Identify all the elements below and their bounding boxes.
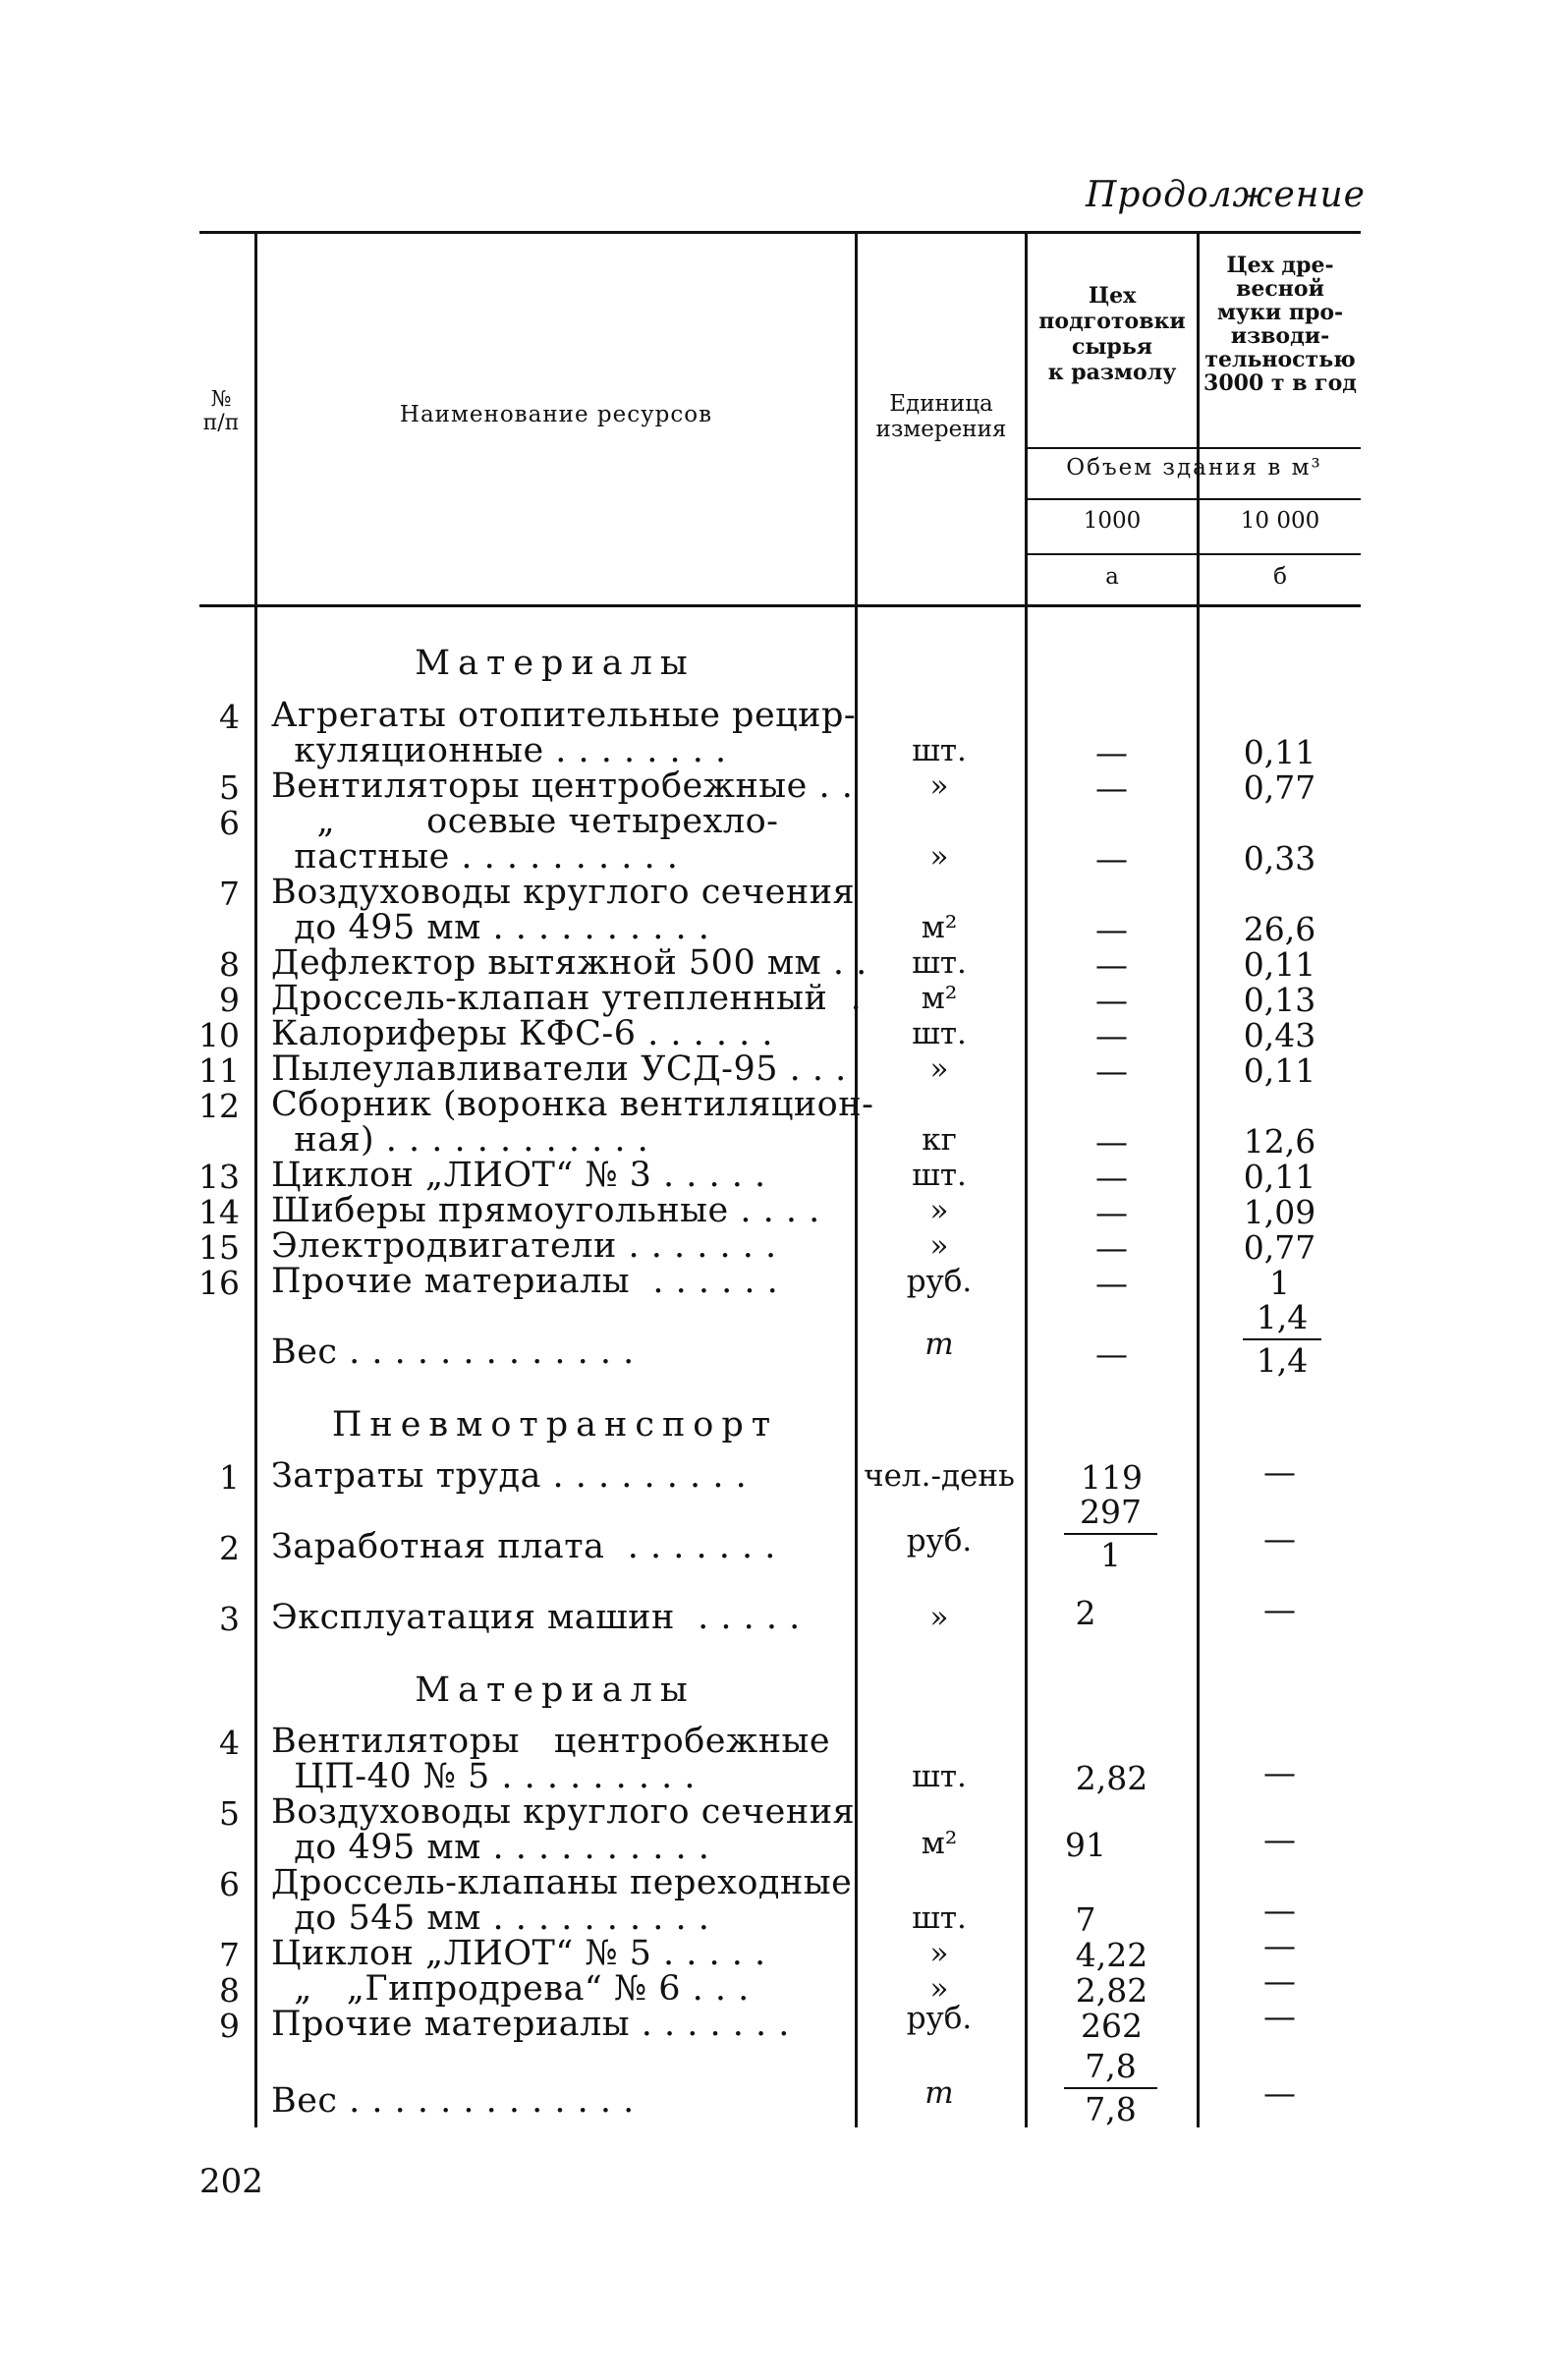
row-name: Воздуховоды круглого сечения до 495 мм . . . . . . . . . .: [271, 873, 856, 947]
row-value-a: 91: [1065, 1826, 1106, 1864]
row-num: 8: [219, 1971, 240, 2010]
fraction-bottom: 7,8: [1085, 2090, 1137, 2128]
row-name: Циклон „ЛИОТ“ № 3 . . . . .: [271, 1156, 766, 1195]
row-unit: шт.: [912, 1016, 967, 1051]
row-unit: м²: [921, 981, 958, 1016]
row-value-a: —: [1095, 1122, 1128, 1161]
row-value-a: 2: [1075, 1594, 1096, 1632]
header-bottom-rule: [199, 604, 1361, 607]
row-unit: »: [929, 1971, 949, 2007]
row-value-a: 2,82: [1075, 1971, 1148, 2010]
col-divider-num: [254, 231, 257, 2127]
section-title-materials-2: Материалы: [415, 1671, 696, 1710]
row-value-a: —: [1095, 1158, 1128, 1196]
row-unit: »: [929, 1228, 949, 1264]
row-name: Затраты труда . . . . . . . . .: [271, 1456, 748, 1496]
row-unit: »: [929, 1193, 949, 1228]
row-unit: т: [924, 1327, 954, 1362]
row-value-a: 262: [1081, 2007, 1143, 2045]
row-value-a: —: [1095, 1334, 1128, 1373]
row-num: 5: [219, 768, 240, 807]
row-name: Агрегаты отопительные рецир- куляционные . . . . . . . .: [271, 696, 857, 770]
fraction-bottom: 1,4: [1256, 1341, 1309, 1380]
header-col-b: Цех дре- весной муки про- изводи- тельностью 3000 т в год: [1203, 253, 1357, 396]
row-num: 9: [219, 2007, 240, 2045]
row-name: Вес . . . . . . . . . . . . .: [271, 1332, 635, 1372]
row-unit: кг: [922, 1122, 957, 1158]
continuation-caption: Продолжение: [1086, 175, 1366, 215]
row-name: Дефлектор вытяжной 500 мм . .: [271, 943, 867, 983]
row-value-b: 0,77: [1243, 1228, 1316, 1267]
row-name: Прочие материалы . . . . . . .: [271, 2005, 790, 2044]
row-value-a: 7: [1075, 1900, 1096, 1939]
row-name: Пылеулавливатели УСД-95 . . .: [271, 1049, 847, 1089]
header-num: № п/п: [202, 387, 240, 435]
row-name: „ „Гипродрева“ № 6 . . .: [271, 1969, 750, 2009]
row-unit: »: [929, 1051, 949, 1087]
row-name: Электродвигатели . . . . . . .: [271, 1226, 777, 1266]
fraction-bar: [1064, 1533, 1157, 1535]
row-unit: м²: [921, 1826, 958, 1861]
row-unit: шт.: [912, 1900, 967, 1936]
row-unit: »: [929, 1936, 949, 1971]
row-value-a: —: [1095, 1193, 1128, 1231]
fraction-value-a: [1064, 1494, 1157, 1574]
page-number: 202: [199, 2162, 263, 2201]
row-unit: »: [929, 1600, 949, 1635]
row-value-b: 0,43: [1243, 1016, 1316, 1054]
table-top-rule: [199, 231, 1361, 234]
row-num: 12: [198, 1087, 240, 1125]
row-value-b: 0,11: [1243, 945, 1316, 984]
row-num: 2: [219, 1529, 240, 1567]
row-value-b: 0,11: [1243, 1051, 1316, 1090]
row-num: 16: [198, 1264, 240, 1302]
row-name: Шиберы прямоугольные . . . .: [271, 1191, 820, 1230]
row-num: 4: [219, 1724, 240, 1762]
row-name: Дроссель-клапан утепленный .: [271, 979, 863, 1018]
row-value-b: —: [1263, 2073, 1296, 2112]
section-title-pneumo: Пневмотранспорт: [331, 1405, 779, 1445]
row-num: 10: [198, 1016, 240, 1054]
fraction-bar: [1064, 2087, 1157, 2089]
header-col-a: Цех подготовки сырья к размолу: [1038, 283, 1186, 385]
row-value-a: —: [1095, 981, 1128, 1019]
header-letter-a: а: [1105, 564, 1119, 590]
header-rule-volume: [1025, 447, 1361, 449]
row-value-b: —: [1263, 1753, 1296, 1791]
row-value-b: —: [1263, 1891, 1296, 1929]
header-letter-b: б: [1273, 564, 1287, 590]
fraction-top: 7,8: [1085, 2047, 1137, 2085]
row-num: 11: [198, 1051, 240, 1090]
row-value-a: —: [1095, 1264, 1128, 1302]
row-value-b: —: [1263, 1590, 1296, 1628]
row-num: 6: [219, 1865, 240, 1903]
row-name: Воздуховоды круглого сечения до 495 мм . . . . . . . . . .: [271, 1792, 856, 1867]
fraction-bottom: 1: [1100, 1536, 1121, 1574]
row-num: 7: [219, 1936, 240, 1974]
header-unit: Единица измерения: [875, 391, 1007, 442]
row-unit: шт.: [912, 1759, 967, 1794]
row-unit: шт.: [912, 1158, 967, 1193]
row-value-b: —: [1263, 1997, 1296, 2035]
row-name: Дроссель-клапаны переходные до 545 мм . . . . . . . . . .: [271, 1863, 853, 1938]
row-value-a: 2,82: [1075, 1759, 1148, 1797]
row-name: Сборник (воронка вентиляцион- ная) . . . . . . . . . . . .: [271, 1085, 874, 1160]
header-rule-volsizes: [1025, 498, 1361, 500]
fraction-top: 1,4: [1256, 1298, 1309, 1336]
row-value-b: —: [1263, 1926, 1296, 1964]
row-num: 5: [219, 1794, 240, 1833]
row-value-b: 12,6: [1243, 1122, 1316, 1161]
row-name: „ осевые четырехло- пастные . . . . . . . . . .: [294, 802, 779, 877]
row-num: 14: [198, 1193, 240, 1231]
row-value-a: —: [1095, 839, 1128, 878]
row-value-a: —: [1095, 1228, 1128, 1267]
row-num: 3: [219, 1600, 240, 1638]
row-unit: шт.: [912, 733, 967, 768]
row-unit: чел.-день: [864, 1458, 1015, 1494]
row-value-a: —: [1095, 910, 1128, 948]
row-name: Вес . . . . . . . . . . . . .: [271, 2081, 635, 2121]
fraction-value-a: [1064, 2048, 1157, 2128]
row-num: 9: [219, 981, 240, 1019]
row-value-b: —: [1263, 1452, 1296, 1491]
row-num: 4: [219, 698, 240, 736]
row-value-b: —: [1263, 1519, 1296, 1558]
row-name: Вентиляторы центробежные ЦП-40 № 5 . . . . . . . . .: [271, 1722, 831, 1796]
row-value-b: 0,11: [1243, 733, 1316, 771]
row-unit: т: [924, 2075, 954, 2111]
fraction-bar: [1243, 1338, 1321, 1340]
row-num: 13: [198, 1158, 240, 1196]
row-unit: м²: [921, 910, 958, 945]
row-value-a: —: [1095, 1016, 1128, 1054]
row-value-b: 0,77: [1243, 768, 1316, 807]
header-vol-b: 10 000: [1240, 508, 1320, 534]
row-value-a: 119: [1081, 1458, 1143, 1497]
row-value-b: 26,6: [1243, 910, 1316, 948]
header-name: Наименование ресурсов: [399, 402, 713, 427]
header-volume: Объем здания в м³: [1066, 455, 1322, 481]
row-value-b: 0,11: [1243, 1158, 1316, 1196]
row-unit: руб.: [906, 1523, 973, 1558]
row-name: Вентиляторы центробежные . .: [271, 766, 854, 806]
row-num: 8: [219, 945, 240, 984]
row-value-a: —: [1095, 733, 1128, 771]
row-unit: руб.: [906, 1264, 973, 1299]
fraction-top: 297: [1080, 1493, 1142, 1531]
row-value-b: 1,09: [1243, 1193, 1316, 1231]
row-value-b: —: [1263, 1961, 1296, 2000]
row-value-b: 0,13: [1243, 981, 1316, 1019]
header-vol-a: 1000: [1083, 508, 1142, 534]
row-unit: шт.: [912, 945, 967, 981]
section-title-materials-1: Материалы: [415, 644, 696, 683]
row-unit: руб.: [906, 2001, 973, 2036]
row-num: 15: [198, 1228, 240, 1267]
header-rule-letters: [1025, 553, 1361, 555]
row-value-a: —: [1095, 1051, 1128, 1090]
row-value-a: 4,22: [1075, 1936, 1148, 1974]
row-name: Калориферы КФС-6 . . . . . .: [271, 1014, 774, 1053]
fraction-value-b: [1243, 1299, 1321, 1380]
row-num: 6: [219, 804, 240, 842]
row-value-b: 0,33: [1243, 839, 1316, 878]
row-unit: »: [929, 839, 949, 875]
row-value-a: —: [1095, 945, 1128, 984]
row-name: Прочие материалы . . . . . .: [271, 1262, 779, 1301]
row-value-a: —: [1095, 768, 1128, 807]
row-name: Заработная плата . . . . . . .: [271, 1527, 776, 1566]
row-num: 1: [219, 1458, 240, 1497]
row-unit: »: [929, 768, 949, 804]
row-value-b: —: [1263, 1820, 1296, 1858]
row-num: 7: [219, 875, 240, 913]
row-name: Эксплуатация машин . . . . .: [271, 1598, 801, 1637]
row-value-b: 1: [1269, 1264, 1290, 1302]
row-name: Циклон „ЛИОТ“ № 5 . . . . .: [271, 1934, 766, 1973]
